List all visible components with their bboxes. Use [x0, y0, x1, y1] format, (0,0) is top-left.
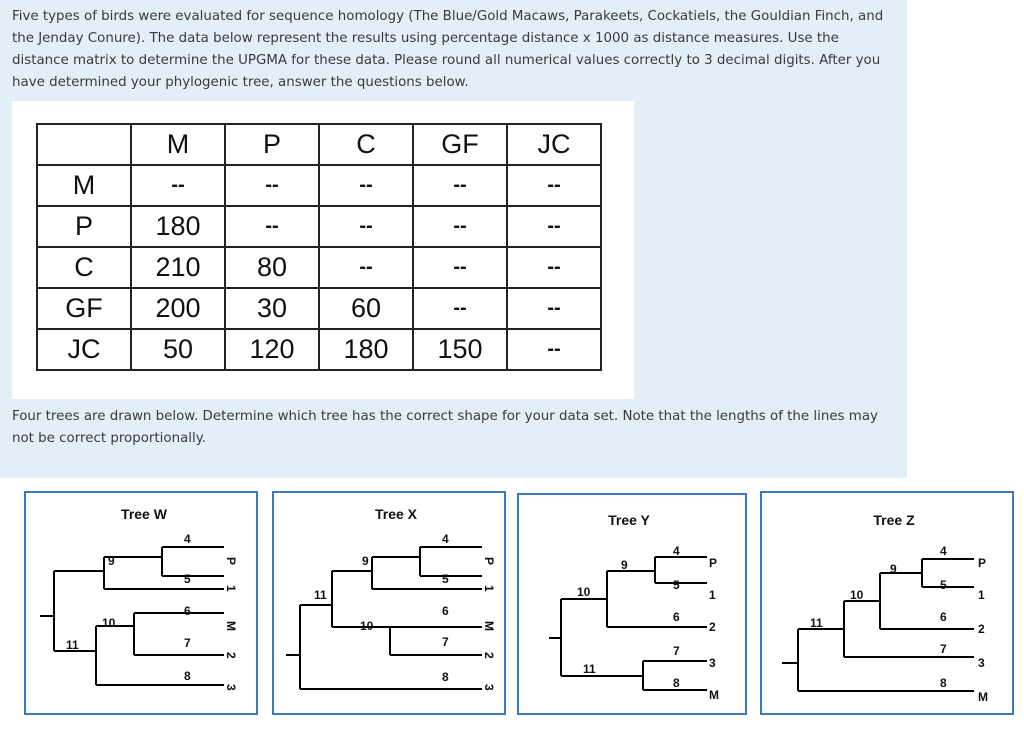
tree-tip-label: 3: [978, 656, 985, 670]
trees-note: Four trees are drawn below. Determine which tree has the correct shape for your data set. Note that the lengths of the lines may not be correct proportionally.: [12, 409, 878, 446]
matrix-cell: --: [413, 288, 507, 329]
matrix-col-header: M: [131, 124, 225, 165]
tree-tip-label: M: [978, 690, 988, 704]
matrix-cell: --: [507, 206, 601, 247]
tree-title: Tree Z: [873, 512, 915, 528]
tree-branch: [549, 557, 707, 690]
tree-node-label: 9: [621, 558, 628, 572]
tree-tip-label: M: [482, 621, 496, 631]
matrix-col-header: JC: [507, 124, 601, 165]
matrix-row-header: GF: [37, 288, 131, 329]
tree-tip-label: 1: [709, 588, 716, 602]
question-text: Five types of birds were evaluated for sequence homology (The Blue/Gold Macaws, Parakeets, Cockatiels, the Gouldian Finch, and the Jenday Conure). The data below represent the results using percentage distance x 1000 as distance measures. Use the distance matrix to determine the UPGMA for these data. Please round all numerical values correctly to 3 decimal digits. After you have determined your phylogenic tree, answer the questions below.: [12, 9, 884, 90]
tree-tip-label: 2: [482, 652, 496, 659]
matrix-cell: 50: [131, 329, 225, 370]
tree-tip-label: M: [709, 688, 719, 702]
matrix-cell: 180: [131, 206, 225, 247]
matrix-cell: 150: [413, 329, 507, 370]
matrix-row: [37, 329, 601, 370]
tree-node-label: 6: [673, 610, 680, 624]
tree-node-label: 11: [810, 616, 823, 630]
matrix-row: [37, 206, 601, 247]
tree-node-label: 4: [442, 532, 449, 546]
matrix-cell: 80: [225, 247, 319, 288]
matrix-row-header: JC: [37, 329, 131, 370]
matrix-cell: --: [131, 165, 225, 206]
matrix-cell: --: [413, 206, 507, 247]
tree-node-label: 5: [184, 572, 191, 586]
tree-y-box: [517, 493, 747, 715]
tree-tip-label: 1: [224, 585, 238, 592]
tree-node-label: 11: [314, 588, 327, 602]
distance-matrix-card: [12, 101, 634, 399]
tree-node-label: 11: [66, 638, 79, 652]
tree-node-label: 6: [184, 604, 191, 618]
tree-node-label: 9: [108, 554, 115, 568]
tree-tip-label: 1: [482, 585, 496, 592]
tree-node-label: 5: [673, 578, 680, 592]
matrix-cell: 30: [225, 288, 319, 329]
tree-tip-label: 3: [709, 656, 716, 670]
tree-node-label: 10: [102, 616, 116, 630]
matrix-cell: --: [413, 165, 507, 206]
tree-title: Tree X: [374, 506, 418, 522]
tree-node-label: 8: [442, 670, 449, 684]
matrix-row: [37, 247, 601, 288]
matrix-col-header: P: [225, 124, 319, 165]
tree-node-label: 7: [184, 636, 191, 650]
matrix-cell: --: [319, 206, 413, 247]
tree-node-label: 10: [850, 588, 864, 602]
tree-x-diagram: [274, 493, 504, 713]
tree-tip-label: P: [709, 556, 718, 570]
tree-tip-label: 2: [709, 620, 716, 634]
distance-matrix-table: [36, 123, 602, 371]
matrix-header-row: [37, 124, 601, 165]
tree-node-label: 11: [583, 662, 596, 676]
matrix-row-header: C: [37, 247, 131, 288]
tree-tip-label: P: [482, 557, 496, 566]
matrix-cell: 200: [131, 288, 225, 329]
tree-node-label: 7: [673, 644, 680, 658]
tree-node-label: 7: [940, 642, 947, 656]
tree-branch: [286, 547, 482, 689]
tree-node-label: 5: [940, 578, 947, 592]
matrix-cell: --: [225, 206, 319, 247]
matrix-corner-cell: [37, 124, 131, 165]
matrix-cell: 180: [319, 329, 413, 370]
matrix-row: [37, 165, 601, 206]
tree-w-diagram: [26, 493, 256, 713]
tree-x-box: [272, 491, 506, 715]
tree-node-label: 4: [673, 544, 680, 558]
matrix-col-header: C: [319, 124, 413, 165]
matrix-row-header: P: [37, 206, 131, 247]
matrix-cell: --: [319, 165, 413, 206]
tree-node-label: 10: [577, 585, 591, 599]
matrix-cell: --: [507, 165, 601, 206]
matrix-cell: 120: [225, 329, 319, 370]
tree-tip-label: M: [224, 621, 238, 631]
matrix-cell: --: [413, 247, 507, 288]
matrix-col-header: GF: [413, 124, 507, 165]
tree-node-label: 5: [442, 572, 449, 586]
tree-node-label: 4: [184, 532, 191, 546]
tree-node-label: 8: [940, 676, 947, 690]
matrix-cell: --: [225, 165, 319, 206]
tree-node-label: 10: [360, 619, 374, 633]
tree-node-label: 8: [673, 676, 680, 690]
tree-node-label: 6: [940, 610, 947, 624]
matrix-cell: 210: [131, 247, 225, 288]
matrix-cell: --: [507, 288, 601, 329]
matrix-cell: --: [507, 247, 601, 288]
tree-z-diagram: [762, 493, 1012, 713]
tree-node-label: 6: [442, 604, 449, 618]
tree-branch: [40, 547, 224, 685]
tree-title: Tree Y: [608, 512, 650, 528]
tree-title: Tree W: [121, 506, 167, 522]
tree-node-label: 7: [442, 635, 449, 649]
tree-node-label: 4: [940, 544, 947, 558]
tree-node-label: 8: [184, 669, 191, 683]
matrix-cell: --: [319, 247, 413, 288]
tree-node-label: 9: [362, 554, 369, 568]
matrix-row: [37, 288, 601, 329]
matrix-cell: 60: [319, 288, 413, 329]
tree-tip-label: 2: [978, 622, 985, 636]
tree-tip-label: 1: [978, 588, 985, 602]
matrix-cell: --: [507, 329, 601, 370]
tree-node-label: 9: [890, 562, 897, 576]
tree-tip-label: P: [978, 556, 987, 570]
tree-tip-label: 3: [482, 684, 496, 691]
matrix-row-header: M: [37, 165, 131, 206]
tree-w-box: [24, 491, 258, 715]
tree-tip-label: 3: [224, 684, 238, 691]
tree-z-box: [760, 491, 1014, 715]
tree-y-diagram: [519, 495, 745, 713]
tree-tip-label: 2: [224, 652, 238, 659]
tree-tip-label: P: [224, 557, 238, 566]
